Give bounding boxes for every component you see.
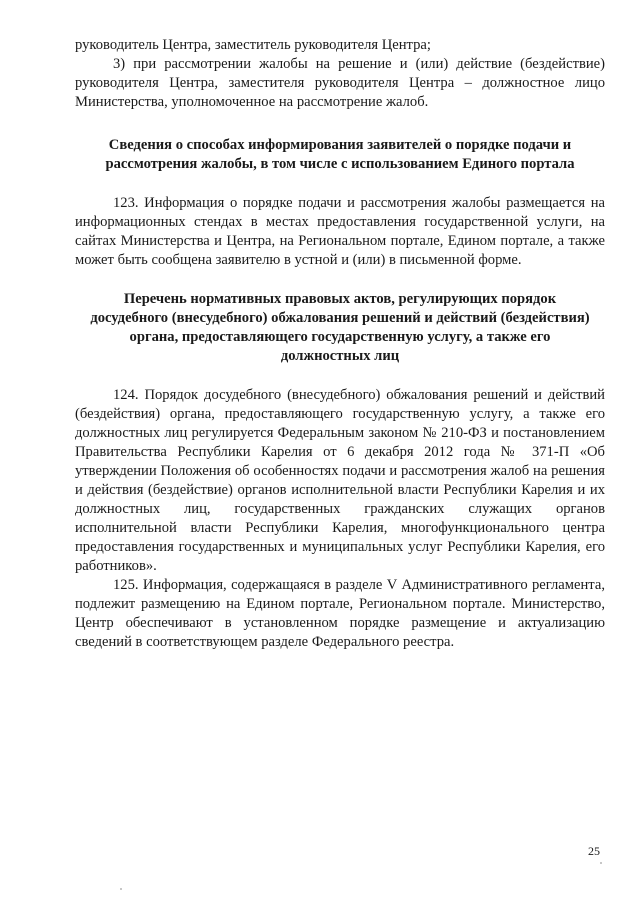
section-heading-legal-acts: [75, 290, 605, 366]
scan-speck: [600, 862, 602, 864]
heading-line: органа, предоставляющего государственную услугу, а также его: [129, 329, 551, 345]
heading-line: должностных лиц: [280, 348, 400, 364]
scan-speck: [120, 888, 122, 890]
paragraph-continuation: руководитель Центра, заместитель руководителя Центра;: [75, 37, 431, 53]
heading-line: досудебного (внесудебного) обжалования решений и действий (бездействия): [90, 310, 590, 326]
paragraph-123: 123. Информация о порядке подачи и рассмотрения жалобы размещается на информационных стендах в местах предоставления государственной услуги, на сайтах Министерства и Центра, на Региональном портале, Едином портале, а также может быть сообщена заявителю в устной и (или) в письменной форме.: [75, 195, 605, 268]
paragraph-125: 125. Информация, содержащаяся в разделе V Административного регламента, подлежит размещению на Едином портале, Региональном портале. Министерство, Центр обеспечивают в установленном порядке размещение и актуализацию сведений в соответствующем разделе Федерального реестра.: [75, 577, 605, 650]
page-body: [75, 36, 605, 652]
page-number: 25: [588, 844, 600, 858]
heading-line: Перечень нормативных правовых актов, регулирующих порядок: [123, 291, 557, 307]
section-heading-complaint-info: [75, 136, 605, 174]
heading-line: Сведения о способах информирования заявителей о порядке подачи и: [108, 137, 572, 153]
heading-line: рассмотрения жалобы, в том числе с использованием Единого портала: [105, 156, 575, 172]
paragraph-item-3: 3) при рассмотрении жалобы на решение и (или) действие (бездействие) руководителя Центра, заместителя руководителя Центра – должностное лицо Министерства, уполномоченное на рассмотрение жалоб.: [75, 56, 605, 110]
paragraph-124: 124. Порядок досудебного (внесудебного) обжалования решений и действий (бездействия) органа, предоставляющего государственную услугу, а также его должностных лиц регулируется Федеральным законом № 210-ФЗ и постановлением Правительства Республики Карелия от 6 декабря 2012 года № 371-П «Об утверждении Положения об особенностях подачи и рассмотрения жалоб на решения и действия (бездействие) органов исполнительной власти Республики Карелия и их должностных лиц, государственных гражданских служащих органов исполнительной власти Республики Карелия, многофункционального центра предоставления государственных и муниципальных услуг Республики Карелия, его работников».: [75, 387, 605, 574]
